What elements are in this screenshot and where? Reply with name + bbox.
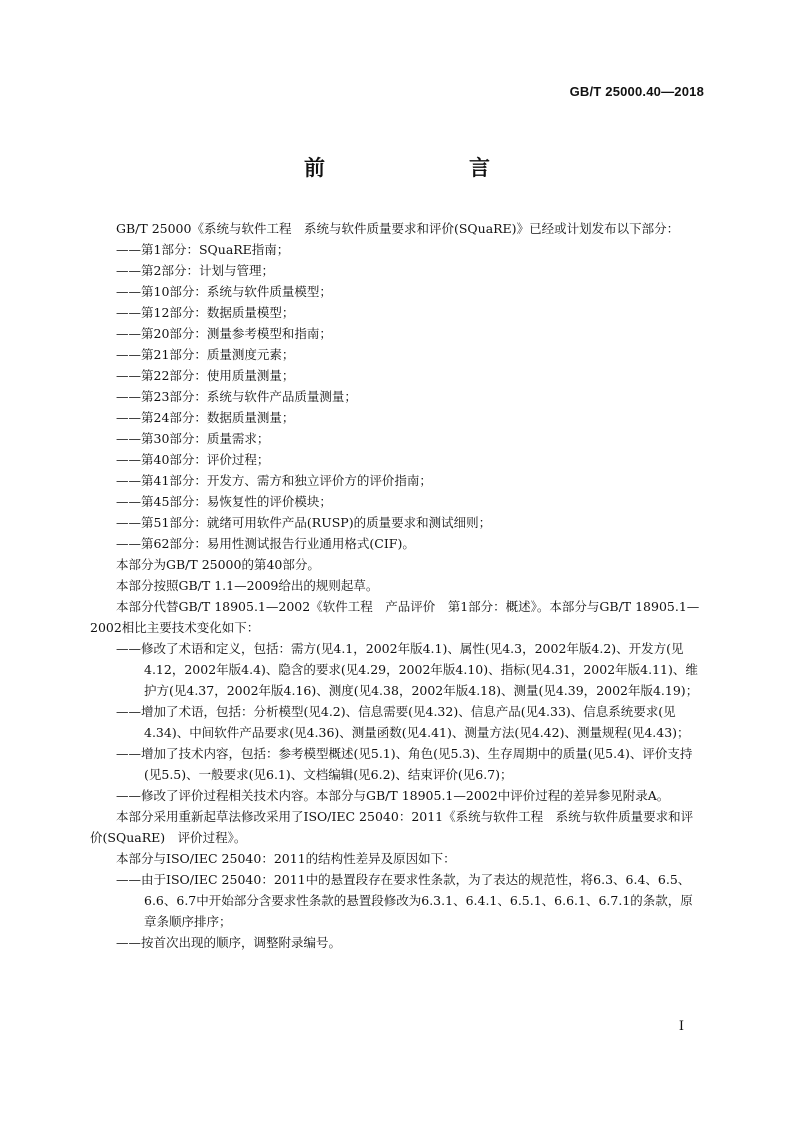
list-item: ——第40部分：评价过程； [116, 452, 270, 467]
list-item: ——修改了术语和定义，包括：需方(见4.1，2002年版4.1)、属性(见4.3，2002年版4.2)、开发方(见4.12，2002年版4.4)、隐含的要求(见4.29，2002年版4.10)、指标(见4.31，2002年版4.11)、维护方(见4.37，2002年版4.16)、测度(见4.38，2002年版4.18)、测量(见4.39，2002年版4.19)； [116, 641, 699, 698]
list-item: ——第30部分：质量需求； [116, 431, 270, 446]
list-item: ——第1部分：SQuaRE指南； [116, 242, 290, 257]
list-item: ——增加了技术内容，包括：参考模型概述(见5.1)、角色(见5.3)、生存周期中的质量(见5.4)、评价支持(见5.5)、一般要求(见6.1)、文档编辑(见6.2)、结束评价(见6.7)； [116, 746, 693, 782]
list-item: ——第20部分：测量参考模型和指南； [116, 326, 332, 341]
paragraph: 本部分采用重新起草法修改采用了ISO/IEC 25040：2011《系统与软件工程 系统与软件质量要求和评价(SQuaRE) 评价过程》。 [90, 809, 694, 845]
list-item: ——增加了术语，包括：分析模型(见4.2)、信息需要(见4.32)、信息产品(见4.33)、信息系统要求(见4.34)、中间软件产品要求(见4.36)、测量函数(见4.41)、测量方法(见4.42)、测量规程(见4.43)； [116, 704, 690, 740]
paragraph: 本部分与ISO/IEC 25040：2011的结构性差异及原因如下： [116, 851, 456, 866]
list-item: ——第41部分：开发方、需方和独立评价方的评价指南； [116, 473, 432, 488]
page-number: I [678, 1019, 684, 1034]
list-item: ——第22部分：使用质量测量； [116, 368, 295, 383]
list-item: ——按首次出现的顺序，调整附录编号。 [116, 935, 342, 950]
list-item: ——第21部分：质量测度元素； [116, 347, 295, 362]
list-item: ——由于ISO/IEC 25040：2011中的悬置段存在要求性条款，为了表达的规范性，将6.3、6.4、6.5、6.6、6.7中开始部分含要求性条款的悬置段修改为6.3.1、6.4.1、6.5.1、6.6.1、6.7.1的条款，原章条顺序排序； [116, 872, 693, 929]
list-item: ——第45部分：易恢复性的评价模块； [116, 494, 332, 509]
intro-paragraph: GB/T 25000《系统与软件工程 系统与软件质量要求和评价(SQuaRE)》已经或计划发布以下部分： [116, 221, 680, 236]
paragraph: 本部分为GB/T 25000的第40部分。 [116, 557, 320, 572]
list-item: ——第62部分：易用性测试报告行业通用格式(CIF)。 [116, 536, 415, 551]
list-item: ——第2部分：计划与管理； [116, 263, 274, 278]
paragraph: 本部分按照GB/T 1.1—2009给出的规则起草。 [116, 578, 379, 593]
foreword-body [90, 218, 704, 953]
list-item: ——第12部分：数据质量模型； [116, 305, 295, 320]
list-item: ——第23部分：系统与软件产品质量测量； [116, 389, 357, 404]
list-item: ——第10部分：系统与软件质量模型； [116, 284, 332, 299]
page-title: 前 言 [304, 155, 524, 180]
list-item: ——第51部分：就绪可用软件产品(RUSP)的质量要求和测试细则； [116, 515, 492, 530]
list-item: ——修改了评价过程相关技术内容。本部分与GB/T 18905.1—2002中评价过程的差异参见附录A。 [116, 788, 670, 803]
paragraph: 本部分代替GB/T 18905.1—2002《软件工程 产品评价 第1部分：概述》。本部分与GB/T 18905.1—2002相比主要技术变化如下： [90, 599, 700, 635]
list-item: ——第24部分：数据质量测量； [116, 410, 295, 425]
standard-code: GB/T 25000.40—2018 [569, 84, 704, 99]
